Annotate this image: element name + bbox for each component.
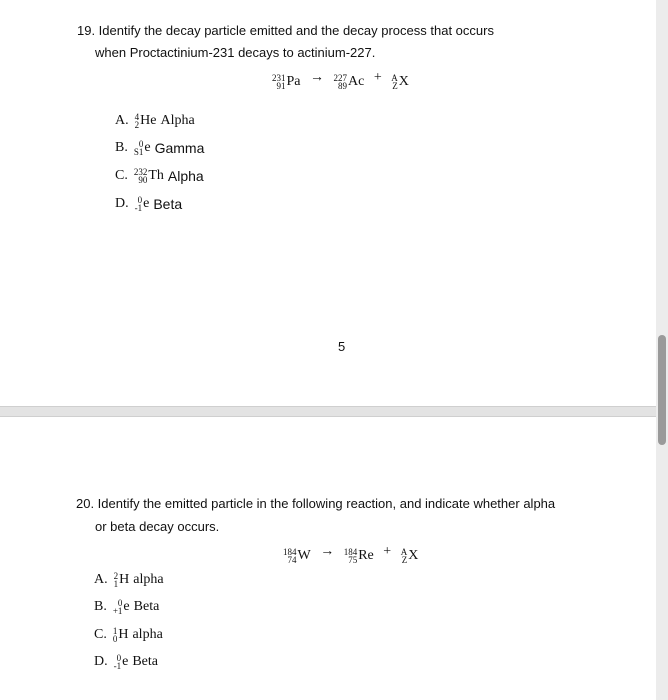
question-20-text-line1: 20. Identify the emitted particle in the following reaction, and indicate whether alpha xyxy=(76,496,556,511)
question-19-text-line2: when Proctactinium-231 decays to actinium-227. xyxy=(95,45,376,60)
unknown-particle: A Z X xyxy=(400,547,419,565)
question-20-text-line2: or beta decay occurs. xyxy=(95,519,220,534)
question-19-text-line1: 19. Identify the decay particle emitted and the decay process that occurs xyxy=(77,23,494,38)
q19-option-a[interactable]: A. 4 2 He Alpha xyxy=(115,112,195,130)
q20-option-d[interactable]: D. 0 -1 e Beta xyxy=(94,653,158,671)
reactant-nuclide: 231 91 Pa xyxy=(272,73,301,91)
arrow: → xyxy=(310,70,324,85)
reactant-nuclide: 184 74 W xyxy=(283,547,311,565)
q19-option-c[interactable]: C. 232 90 Th Alpha xyxy=(115,167,204,185)
q19-option-b[interactable]: B. 0 S1 e Gamma xyxy=(115,139,205,157)
product-nuclide: 184 75 Re xyxy=(343,547,374,565)
scrollbar-thumb[interactable] xyxy=(658,335,666,445)
q20-option-a[interactable]: A. 2 1 H alpha xyxy=(94,571,164,589)
page-separator xyxy=(0,406,668,417)
q20-option-c[interactable]: C. 1 0 H alpha xyxy=(94,626,163,644)
question-19-equation xyxy=(272,70,409,90)
product-nuclide: 227 89 Ac xyxy=(333,73,365,91)
q19-option-d[interactable]: D. 0 -1 e Beta xyxy=(115,195,183,213)
plus-sign: + xyxy=(373,70,382,85)
plus-sign: + xyxy=(383,544,392,559)
q20-option-b[interactable]: B. 0 +1 e Beta xyxy=(94,598,160,616)
question-20-equation xyxy=(283,544,418,564)
page-number: 5 xyxy=(338,339,346,354)
unknown-particle: A Z X xyxy=(391,73,409,91)
arrow: → xyxy=(320,544,335,559)
page-6 xyxy=(0,417,656,700)
